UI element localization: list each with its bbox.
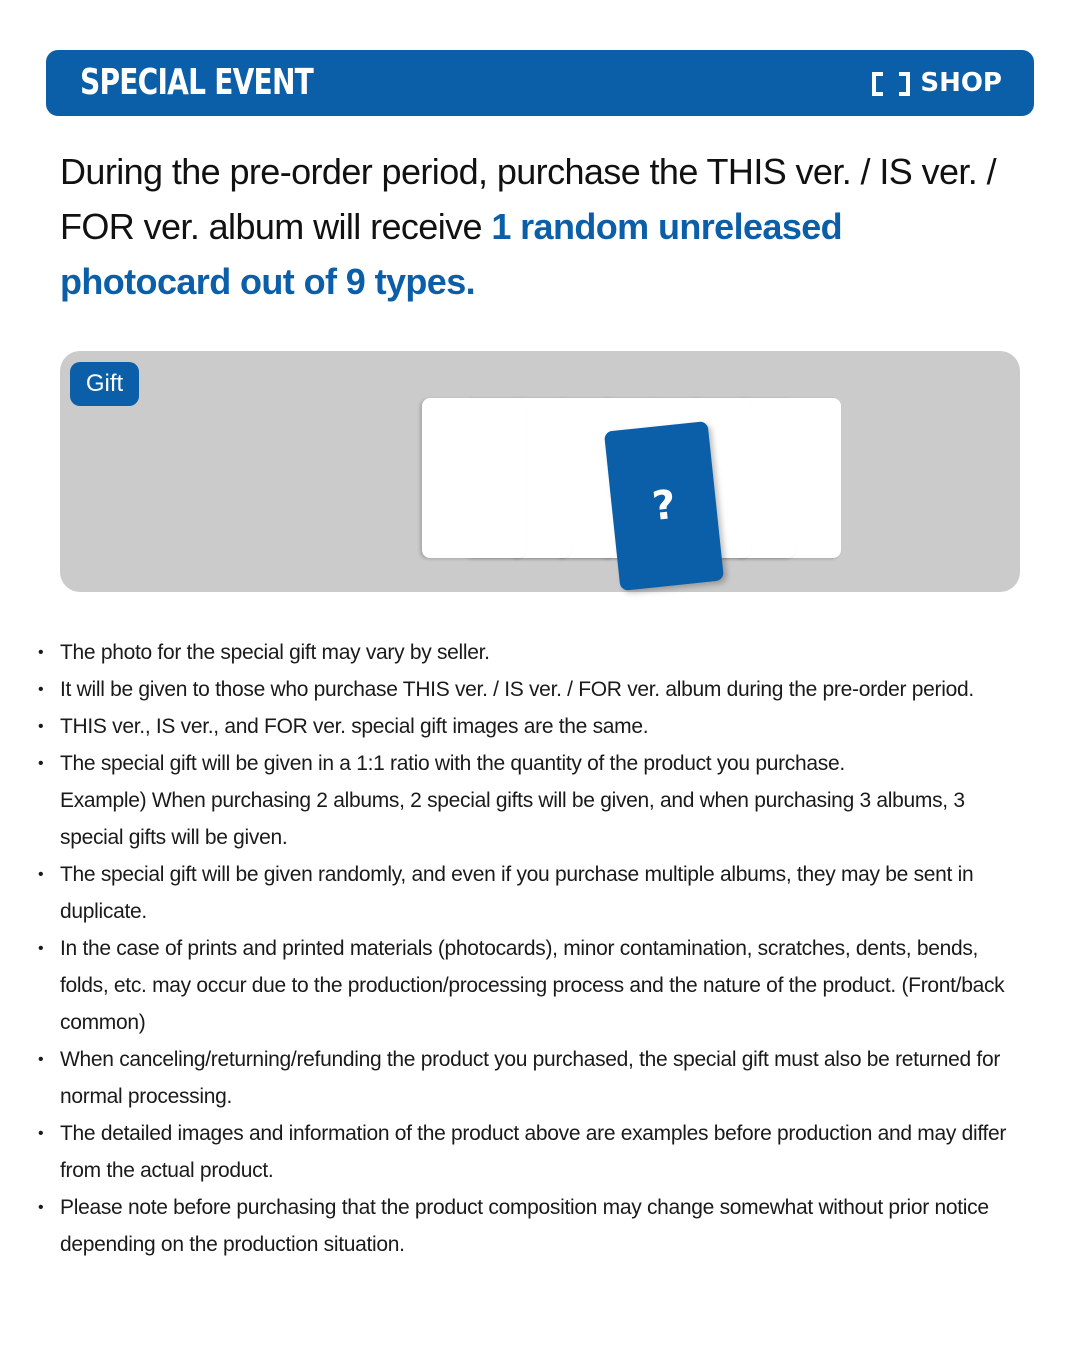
bullet-icon: • bbox=[38, 755, 44, 772]
shop-label: SHOP bbox=[920, 68, 1002, 98]
intro-highlight: 1 random unreleased photocard out of 9 types. bbox=[60, 206, 843, 302]
notice-example: Example) When purchasing 2 albums, 2 special gifts will be given, and when purchasing 3 albums, 3 special gifts will be given. bbox=[60, 789, 965, 849]
photocard-stack bbox=[360, 398, 780, 560]
intro-text: During the pre-order period, purchase the THIS ver. / IS ver. / FOR ver. album will receive bbox=[60, 151, 997, 247]
header-title: SPECIAL EVENT bbox=[80, 62, 314, 103]
bullet-icon: • bbox=[38, 1051, 44, 1068]
bullet-icon: • bbox=[38, 1125, 44, 1142]
notice-text: THIS ver., IS ver., and FOR ver. special gift images are the same. bbox=[60, 715, 649, 738]
gift-badge: Gift bbox=[70, 362, 139, 406]
notice-item bbox=[36, 1189, 1026, 1263]
notice-item bbox=[36, 856, 1026, 930]
bullet-icon: • bbox=[38, 718, 44, 735]
notice-text: The special gift will be given in a 1:1 ratio with the quantity of the product you purchase. bbox=[60, 752, 845, 775]
notice-text: Please note before purchasing that the product composition may change somewhat without prior notice depending on the production situation. bbox=[60, 1196, 989, 1256]
mystery-photocard: ? bbox=[604, 421, 724, 591]
intro-paragraph bbox=[60, 144, 1020, 309]
shop-link[interactable] bbox=[872, 64, 1002, 102]
notice-text: The detailed images and information of the product above are examples before production and may differ from the actual product. bbox=[60, 1122, 1007, 1182]
notice-text: The special gift will be given randomly, and even if you purchase multiple albums, they may be sent in duplicate. bbox=[60, 863, 974, 923]
bullet-icon: • bbox=[38, 1199, 44, 1216]
notice-item bbox=[36, 745, 1026, 856]
notice-item bbox=[36, 708, 1026, 745]
notice-text: In the case of prints and printed materials (photocards), minor contamination, scratches, dents, bends, folds, etc. may occur due to the production/processing process and the nature of the product. (Front/back common) bbox=[60, 937, 1005, 1034]
header-bar bbox=[46, 50, 1034, 116]
notice-list bbox=[36, 634, 1026, 1263]
bullet-icon: • bbox=[38, 866, 44, 883]
notice-text: It will be given to those who purchase THIS ver. / IS ver. / FOR ver. album during the pre-order period. bbox=[60, 678, 974, 701]
notice-item bbox=[36, 1115, 1026, 1189]
bracket-logo-icon bbox=[872, 72, 910, 94]
bullet-icon: • bbox=[38, 681, 44, 698]
notice-text: The photo for the special gift may vary by seller. bbox=[60, 641, 490, 664]
notice-item bbox=[36, 671, 1026, 708]
notice-item bbox=[36, 930, 1026, 1041]
photocard bbox=[422, 398, 526, 558]
bullet-icon: • bbox=[38, 644, 44, 661]
notice-item bbox=[36, 1041, 1026, 1115]
notice-text: When canceling/returning/refunding the product you purchased, the special gift must also be returned for normal processing. bbox=[60, 1048, 1001, 1108]
bullet-icon: • bbox=[38, 940, 44, 957]
notice-item bbox=[36, 634, 1026, 671]
gift-panel bbox=[60, 351, 1020, 592]
